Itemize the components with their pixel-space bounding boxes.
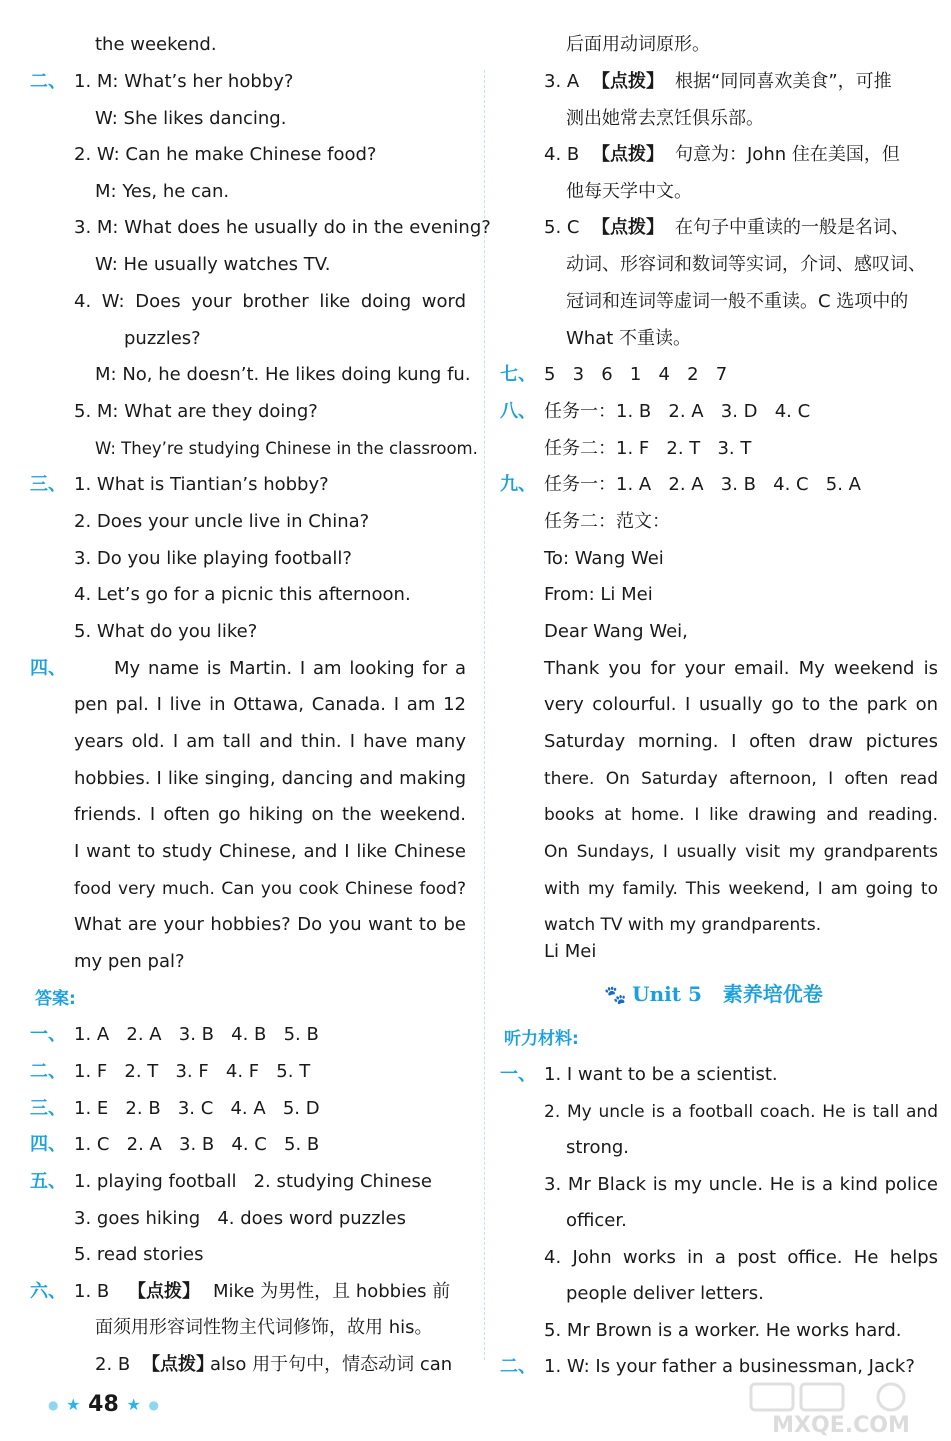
letter-line: Thank you for your email. My weekend is xyxy=(544,658,938,679)
text-line: I want to study Chinese, and I like Chinese xyxy=(74,841,466,862)
text-line: M: Yes, he can. xyxy=(95,181,230,202)
section-marker: 八、 xyxy=(500,401,536,422)
section-marker: 四、 xyxy=(30,1134,66,1155)
text-line: 3. Do you like playing football? xyxy=(74,548,352,569)
section-marker: 二、 xyxy=(30,71,66,92)
letter-line: books at home. I like drawing and reading. xyxy=(544,805,938,825)
explanation-line: Mike 为男性，且 hobbies 前 xyxy=(213,1281,451,1302)
letter-line: Saturday morning. I often draw pictures xyxy=(544,731,938,752)
section-marker: 四、 xyxy=(30,658,66,679)
text-line: friends. I often go hiking on the weekend. xyxy=(74,804,466,825)
answer-line: 5. read stories xyxy=(74,1244,204,1265)
section-marker: 三、 xyxy=(30,1098,66,1119)
text-line: hobbies. I like singing, dancing and making xyxy=(74,768,466,789)
section-marker: 一、 xyxy=(500,1064,536,1085)
explanation-line: 他每天学中文。 xyxy=(566,181,692,202)
section-marker: 三、 xyxy=(30,474,66,495)
text-line: M: No, he doesn’t. He likes doing kung fu. xyxy=(95,364,471,385)
letter-signature: Li Mei xyxy=(544,941,597,962)
unit-title-text: Unit 5 素养培优卷 xyxy=(632,982,823,1006)
letter-line: Dear Wang Wei, xyxy=(544,621,688,642)
watermark-text: MXQE.COM xyxy=(772,1413,910,1438)
letter-line: On Sundays, I usually visit my grandparents xyxy=(544,842,938,862)
listening-line: 4. John works in a post office. He helps xyxy=(544,1247,938,1268)
text-line: 2. W: Can he make Chinese food? xyxy=(74,144,377,165)
explanation-line: 根据“同同喜欢美食”，可推 xyxy=(675,71,892,92)
listening-line: 1. W: Is your father a businessman, Jack? xyxy=(544,1356,915,1377)
section-marker: 二、 xyxy=(30,1061,66,1082)
text-line: W: They’re studying Chinese in the classroom. xyxy=(95,439,478,458)
page-number: 48 xyxy=(88,1392,119,1417)
tip-tag: 【点拨】 xyxy=(142,1354,214,1375)
answer-number: 1. B xyxy=(74,1281,110,1302)
answer-line: 任务二：1. F 2. T 3. T xyxy=(544,438,752,459)
text-line: My name is Martin. I am looking for a xyxy=(114,658,466,679)
answer-line: 任务二：范文： xyxy=(544,511,670,532)
page-footer xyxy=(48,1388,159,1422)
letter-line: there. On Saturday afternoon, I often read xyxy=(544,769,938,789)
text-line: pen pal. I live in Ottawa, Canada. I am 12 xyxy=(74,694,466,715)
text-line: food very much. Can you cook Chinese food? xyxy=(74,879,466,899)
answer-number: 5. C xyxy=(544,217,580,238)
answer-line: 1. A 2. A 3. B 4. B 5. B xyxy=(74,1024,319,1045)
letter-line: very colourful. I usually go to the park on xyxy=(544,694,938,715)
letter-line: watch TV with my grandparents. xyxy=(544,915,822,935)
section-marker: 七、 xyxy=(500,364,536,385)
star-icon: ★ xyxy=(126,1395,141,1414)
section-marker: 二、 xyxy=(500,1356,536,1377)
explanation-line: 句意为：John 住在美国，但 xyxy=(675,144,900,165)
text-line: W: She likes dancing. xyxy=(95,108,287,129)
answer-line: 3. goes hiking 4. does word puzzles xyxy=(74,1208,406,1229)
text-line: years old. I am tall and thin. I have many xyxy=(74,731,466,752)
listening-line: 1. I want to be a scientist. xyxy=(544,1064,778,1085)
listening-line: 2. My uncle is a football coach. He is tall and xyxy=(544,1102,938,1122)
dot-icon: ● xyxy=(48,1398,59,1412)
watermark-logo xyxy=(741,1380,941,1438)
section-marker: 五、 xyxy=(30,1171,66,1192)
answer-number: 4. B xyxy=(544,144,580,165)
section-marker: 六、 xyxy=(30,1281,66,1302)
explanation-line: 后面用动词原形。 xyxy=(566,34,710,55)
text-line: 5. M: What are they doing? xyxy=(74,401,318,422)
unit-title xyxy=(604,979,823,1009)
listening-line: strong. xyxy=(566,1137,630,1158)
text-line: the weekend. xyxy=(95,34,217,55)
dot-icon: ● xyxy=(148,1398,159,1412)
star-icon: ★ xyxy=(66,1395,81,1414)
section-marker: 一、 xyxy=(30,1024,66,1045)
text-line: 5. What do you like? xyxy=(74,621,258,642)
text-line: my pen pal? xyxy=(74,951,185,972)
tip-tag: 【点拨】 xyxy=(128,1281,200,1302)
answer-line: 1. playing football 2. studying Chinese xyxy=(74,1171,432,1192)
answer-line: 1. F 2. T 3. F 4. F 5. T xyxy=(74,1061,311,1082)
section-marker: 九、 xyxy=(500,474,536,495)
answer-line: 1. E 2. B 3. C 4. A 5. D xyxy=(74,1098,320,1119)
letter-line: From: Li Mei xyxy=(544,584,653,605)
tip-tag: 【点拨】 xyxy=(592,217,664,238)
listening-line: officer. xyxy=(566,1210,627,1231)
text-line: W: He usually watches TV. xyxy=(95,254,331,275)
answer-label: 答案: xyxy=(35,989,76,1009)
tip-tag: 【点拨】 xyxy=(592,144,664,165)
explanation-line: 冠词和连词等虚词一般不重读。C 选项中的 xyxy=(566,291,909,312)
explanation-line: 在句子中重读的一般是名词、 xyxy=(675,217,909,238)
text-line: 3. M: What does he usually do in the evening? xyxy=(74,217,491,238)
text-line: puzzles? xyxy=(124,328,201,349)
text-line: 4. Let’s go for a picnic this afternoon. xyxy=(74,584,411,605)
text-line: 1. M: What’s her hobby? xyxy=(74,71,294,92)
answer-line: 1. C 2. A 3. B 4. C 5. B xyxy=(74,1134,320,1155)
listening-label: 听力材料: xyxy=(504,1029,579,1049)
answer-line: 任务一：1. B 2. A 3. D 4. C xyxy=(544,401,811,422)
letter-line: with my family. This weekend, I am going to xyxy=(544,879,938,899)
answer-line: 任务一：1. A 2. A 3. B 4. C 5. A xyxy=(544,474,861,495)
explanation-line: 动词、形容词和数词等实词，介词、感叹词、 xyxy=(566,254,926,275)
tip-tag: 【点拨】 xyxy=(592,71,664,92)
column-divider xyxy=(484,70,485,1360)
text-line: 2. Does your uncle live in China? xyxy=(74,511,370,532)
paw-icon: 🐾 xyxy=(604,985,627,1006)
answer-number: 3. A xyxy=(544,71,580,92)
listening-line: 5. Mr Brown is a worker. He works hard. xyxy=(544,1320,902,1341)
letter-line: To: Wang Wei xyxy=(544,548,664,569)
answer-number: 2. B xyxy=(95,1354,131,1375)
explanation-line: 面须用形容词性物主代词修饰，故用 his。 xyxy=(95,1317,433,1338)
explanation-line: 测出她常去烹饪俱乐部。 xyxy=(566,108,764,129)
explanation-line: What 不重读。 xyxy=(566,328,692,349)
text-line: What are your hobbies? Do you want to be xyxy=(74,914,466,935)
listening-line: people deliver letters. xyxy=(566,1283,764,1304)
text-line: 1. What is Tiantian’s hobby? xyxy=(74,474,329,495)
listening-line: 3. Mr Black is my uncle. He is a kind police xyxy=(544,1174,938,1195)
answer-line: 5 3 6 1 4 2 7 xyxy=(544,364,728,385)
text-line: 4. W: Does your brother like doing word xyxy=(74,291,466,312)
explanation-line: also 用于句中，情态动词 can xyxy=(210,1354,453,1375)
